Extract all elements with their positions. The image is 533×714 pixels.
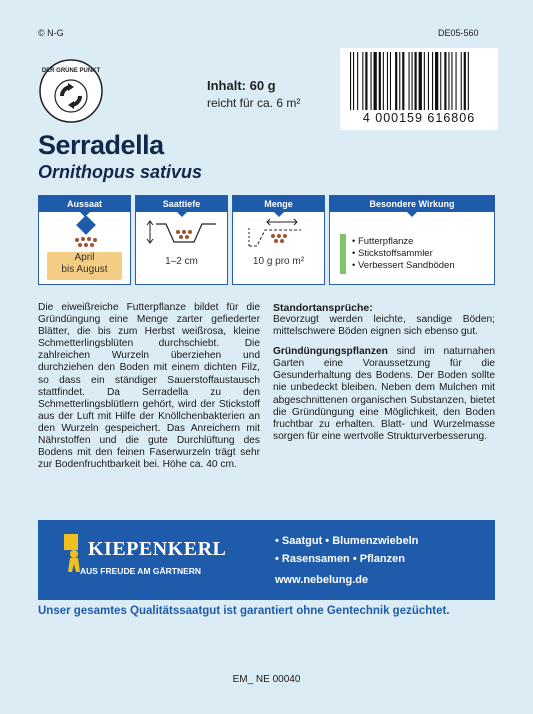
seed-amount-icon: [245, 218, 315, 252]
article-code: DE05-560: [438, 28, 479, 38]
barcode-bar: [357, 52, 358, 110]
barcode-bar: [362, 52, 363, 110]
barcode-bar: [353, 52, 354, 110]
panel-menge: [232, 195, 325, 285]
barcode-bar: [390, 52, 391, 110]
gruener-punkt-logo: [38, 58, 104, 124]
seed-bag-icon: [67, 216, 107, 256]
wirkung-item: • Stickstoffsammler: [352, 248, 433, 259]
footer-code: EM_ NE 00040: [232, 674, 301, 685]
wirkung-item: • Futterpflanze: [352, 236, 414, 247]
panel-aussaat-value: April bis August: [61, 252, 108, 275]
barcode-bar: [415, 52, 417, 110]
barcode-bar: [444, 52, 446, 110]
barcode-bar: [424, 52, 425, 110]
barcode-bar: [448, 52, 449, 110]
brand-line-2: • Rasensamen • Pflanzen: [275, 553, 405, 565]
barcode-bar: [383, 52, 384, 110]
brand-url[interactable]: www.nebelung.de: [275, 574, 369, 586]
gruenduengung-heading: Gründüngungspflanzen: [273, 346, 388, 358]
barcode-bar: [440, 52, 441, 110]
panel-wirkung-label: Besondere Wirkung: [330, 196, 494, 212]
barcode-bar: [435, 52, 438, 110]
gentech-note: Unser gesamtes Qualitätssaatgut ist garantiert ohne Gentechnik gezüchtet.: [38, 605, 450, 617]
barcode-bar: [387, 52, 388, 110]
barcode-bar: [399, 52, 400, 110]
standort-section: [273, 302, 495, 443]
barcode-bar: [374, 52, 377, 110]
barcode-bar: [402, 52, 404, 110]
barcode-bar: [395, 52, 397, 110]
barcode-bar: [371, 52, 372, 110]
barcode-bar: [432, 52, 433, 110]
brand-slogan: AUS FREUDE AM GÄRTNERN: [80, 566, 202, 576]
panel-saattiefe: [135, 195, 228, 285]
panel-aussaat: [38, 195, 131, 285]
seed-depth-icon: [146, 218, 220, 252]
content-label: Inhalt: 60 g: [207, 78, 276, 93]
standort-text: Bevorzugt werden leichte, sandige Böden; mittelschwere Böden eignen sich ebenso gut.: [273, 314, 495, 338]
panel-saattiefe-label: Saattiefe: [136, 196, 227, 212]
latin-name: Ornithopus sativus: [38, 162, 203, 182]
wirkung-item: • Verbessert Sandböden: [352, 260, 455, 271]
barcode-bar: [468, 52, 469, 110]
panel-menge-value: 10 g pro m²: [252, 256, 305, 267]
gruener-punkt-text: DER GRÜNE PUNKT: [41, 68, 101, 74]
barcode-bar: [379, 52, 381, 110]
barcode: [340, 48, 498, 130]
barcode-bar: [451, 52, 452, 110]
gruenduengung-text: Gründüngungspflanzen sind im naturnahen Garten eine Voraussetzung für die Gesunderhaltung des Bodens. Der Boden sollte nie unbedeckt bleiben. Neben dem Mulchen mit abgeschnittenen organischen Substanzen, bietet die Gründüngung eine Möglichkeit, den Boden fruchtbar zu erhalten. Blatt- und Wurzelmasse sorgen für eine wertvolle Strukturverbesserung.: [273, 346, 495, 442]
barcode-bar: [456, 52, 457, 110]
barcode-bar: [464, 52, 466, 110]
panel-saattiefe-value: 1–2 cm: [165, 256, 198, 267]
description-text: Die eiweißreiche Futterpflanze bildet für die Gründüngung eine Menge zarter gefiederter Blätter, die bis zum Herbst weißrosa, kleine Schmetterlingsblüten durchschiebt. Die zahlreichen Wurzeln überziehen und durchziehen den Boden mit einem dichten Filz, so dass ein ständiger Sauerstoffaustausch stattfindet. Da Serradella zu den Schmetterlingsblütlern gehört, wird der Stickstoff aus der Luft mit Hilfe der Knöllchenbakterien an den Wurzeln gespeichert. Das Anreichern mit Nährstoffen und die gute Durchlüftung des Bodens mit den feinen Faserwurzeln trägt sehr zur Bodenfruchtbarkeit bei. Höhe ca. 40 cm.: [38, 302, 260, 471]
barcode-bar: [412, 52, 413, 110]
wirkung-list: [352, 236, 455, 272]
barcode-number: 4 000159 616806: [362, 111, 476, 125]
barcode-bar: [409, 52, 410, 110]
coverage: reicht für ca. 6 m²: [207, 96, 301, 110]
barcode-bar: [419, 52, 422, 110]
brand-line-1: • Saatgut • Blumenzwiebeln: [275, 535, 419, 547]
panel-aussaat-label: Aussaat: [39, 196, 130, 212]
barcode-bar: [350, 52, 351, 110]
standort-heading: Standortansprüche:: [273, 302, 373, 314]
panel-besondere-wirkung: [329, 195, 495, 285]
copyright: © N-G: [38, 28, 64, 38]
barcode-bars: [340, 48, 498, 114]
barcode-bar: [428, 52, 429, 110]
panel-menge-label: Menge: [233, 196, 324, 212]
barcode-bar: [365, 52, 367, 110]
brand-name: KIEPENKERL: [88, 538, 227, 560]
page-title: Serradella: [38, 130, 164, 160]
brand-bar: [38, 520, 495, 600]
barcode-bar: [461, 52, 462, 110]
